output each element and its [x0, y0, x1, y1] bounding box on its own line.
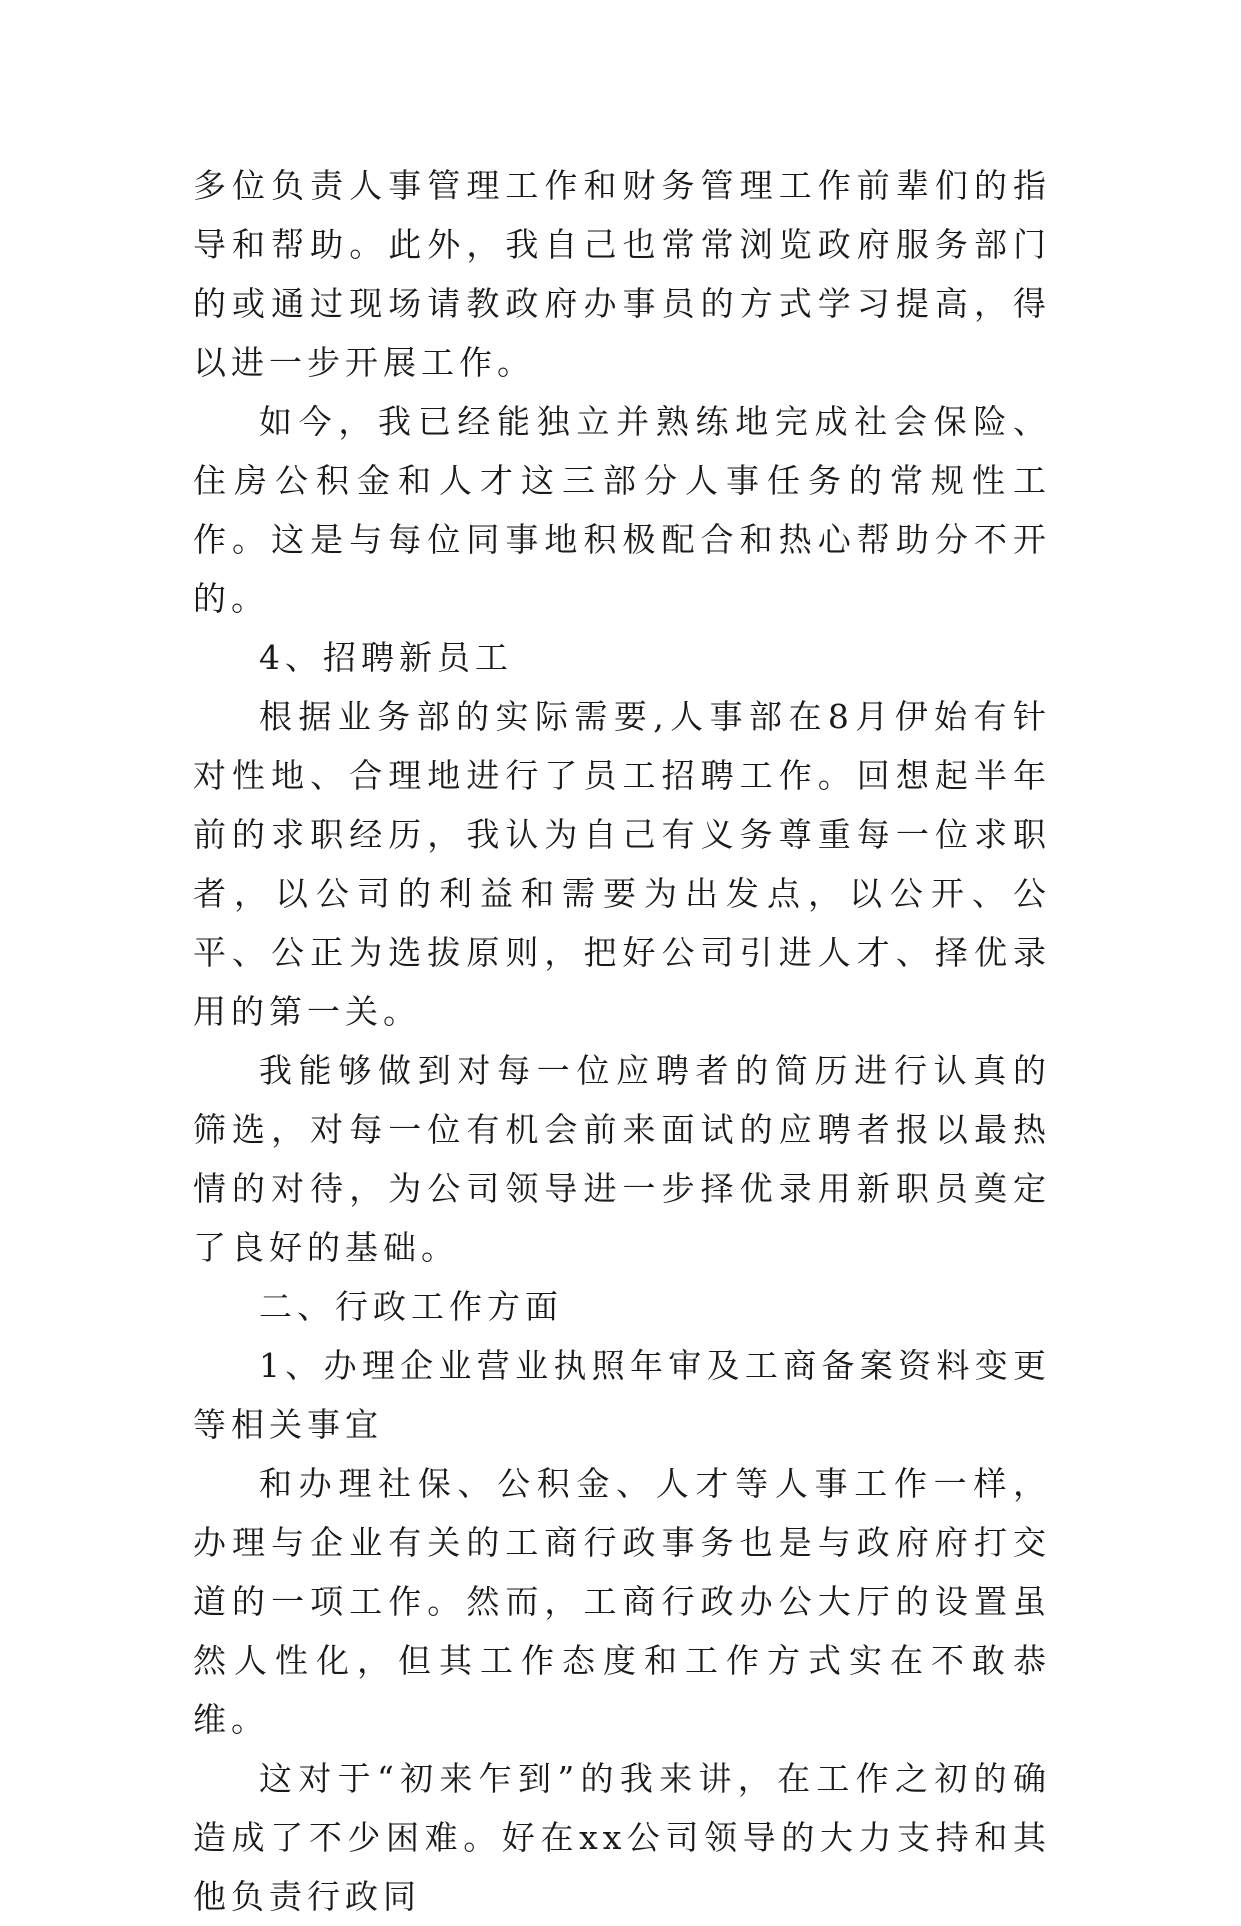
- section-heading-recruit: 4、招聘新员工: [259, 638, 513, 677]
- section-heading-admin: 二、行政工作方面: [259, 1287, 563, 1326]
- paragraph-1: 多位负责人事管理工作和财务管理工作前辈们的指导和帮助。此外，我自己也常常浏览政府服务部门的或通过现场请教政府办事员的方式学习提高，得以进一步开展工作。: [193, 166, 1051, 382]
- paragraph-6: 这对于“初来乍到”的我来讲，在工作之初的确造成了不少困难。好在xx公司领导的大力支持和其他负责行政同: [193, 1759, 1051, 1916]
- paragraph-3: 根据业务部的实际需要,人事部在8月伊始有针对性地、合理地进行了员工招聘工作。回想起半年前的求职经历，我认为自己有义务尊重每一位求职者，以公司的利益和需要为出发点，以公开、公平、公正为选拔原则，把好公司引进人才、择优录用的第一关。: [193, 697, 1051, 1031]
- paragraph-4: 我能够做到对每一位应聘者的简历进行认真的筛选，对每一位有机会前来面试的应聘者报以最热情的对待，为公司领导进一步择优录用新职员奠定了良好的基础。: [193, 1051, 1051, 1267]
- paragraph-2: 如今，我已经能独立并熟练地完成社会保险、住房公积金和人才这三部分人事任务的常规性工作。这是与每位同事地积极配合和热心帮助分不开的。: [193, 402, 1051, 618]
- document-body: [193, 156, 1051, 1926]
- subsection-heading-license: 1、办理企业营业执照年审及工商备案资料变更等相关事宜: [193, 1346, 1051, 1444]
- paragraph-5: 和办理社保、公积金、人才等人事工作一样，办理与企业有关的工商行政事务也是与政府府打交道的一项工作。然而，工商行政办公大厅的设置虽然人性化，但其工作态度和工作方式实在不敢恭维。: [193, 1464, 1051, 1739]
